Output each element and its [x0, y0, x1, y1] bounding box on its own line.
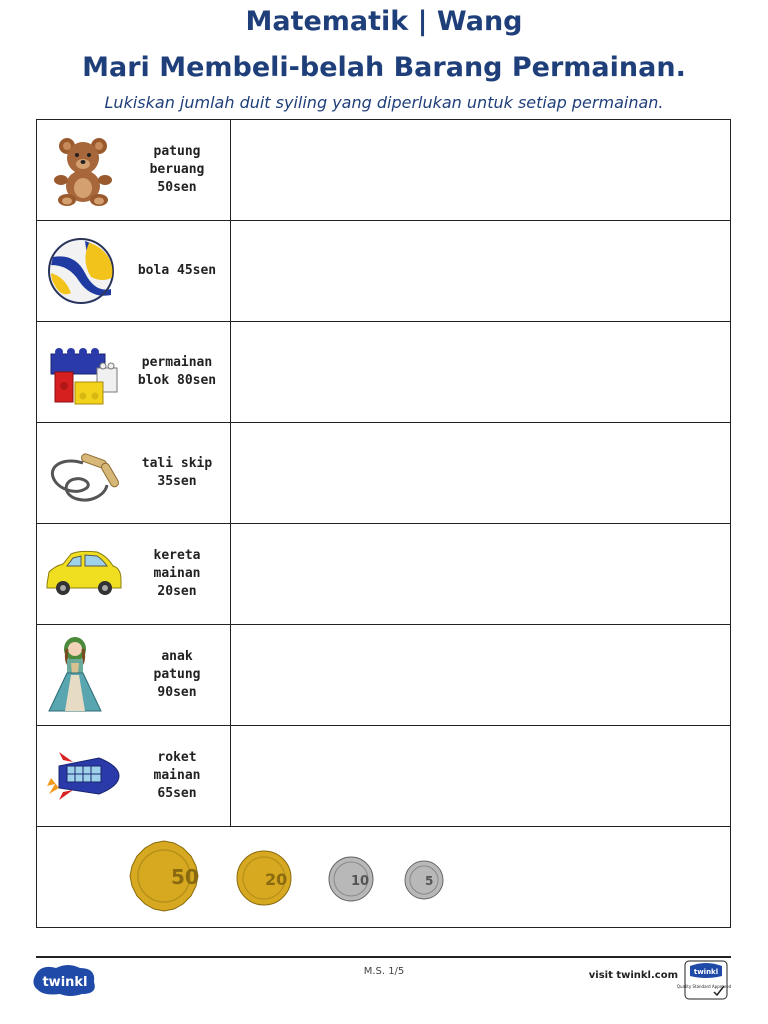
item-label: patung beruang 50sen [149, 144, 205, 195]
coin-value: 5 [425, 874, 434, 888]
item-row [37, 625, 731, 726]
coin-50-icon [127, 839, 201, 913]
item-cell [37, 221, 231, 322]
page-number: M.S. 1/5 [363, 966, 405, 977]
ball-icon [45, 233, 121, 309]
item-cell [37, 524, 231, 625]
skipping-rope-icon [45, 435, 121, 511]
answer-cell[interactable] [231, 625, 731, 726]
doll-icon [45, 637, 121, 713]
item-row [37, 322, 731, 423]
item-label: roket mainan 65sen [153, 750, 201, 801]
building-blocks-icon [45, 334, 121, 410]
item-row [37, 423, 731, 524]
item-row [37, 524, 731, 625]
toy-car-icon [45, 536, 121, 612]
worksheet-table [36, 119, 731, 928]
coin-20-icon [235, 849, 293, 907]
coins-row [37, 827, 731, 928]
logo-text: twinkl [42, 975, 88, 990]
coin-value: 50 [171, 865, 199, 889]
page-subtitle: Mari Membeli-belah Barang Permainan. [82, 52, 686, 83]
item-label: kereta mainan 20sen [153, 548, 201, 599]
item-cell [37, 726, 231, 827]
item-row [37, 726, 731, 827]
item-cell [37, 423, 231, 524]
coins-cell [37, 827, 731, 928]
instruction-text: Lukiskan jumlah duit syiling yang diperlukan untuk setiap permainan. [104, 93, 664, 112]
item-row [37, 221, 731, 322]
badge-text: Quality Standard Approved [676, 984, 732, 989]
answer-cell[interactable] [231, 322, 731, 423]
page-title: Matematik | Wang [245, 6, 523, 37]
answer-cell[interactable] [231, 120, 731, 221]
coin-value: 20 [265, 870, 288, 889]
coin-5-icon [403, 859, 445, 901]
coin-value: 10 [351, 874, 370, 889]
item-cell [37, 322, 231, 423]
item-label: bola 45sen [137, 263, 217, 278]
item-row [37, 120, 731, 221]
item-cell [37, 120, 231, 221]
item-label: anak patung 90sen [153, 649, 201, 700]
visit-link[interactable]: visit twinkl.com [588, 970, 678, 981]
quality-badge-icon [676, 960, 732, 1000]
answer-cell[interactable] [231, 221, 731, 322]
item-cell [37, 625, 231, 726]
toy-rocket-icon [45, 738, 121, 814]
item-label: permainan blok 80sen [137, 355, 217, 388]
badge-brand: twinkl [693, 968, 719, 976]
answer-cell[interactable] [231, 423, 731, 524]
answer-cell[interactable] [231, 524, 731, 625]
teddy-bear-icon [45, 132, 121, 208]
footer-divider [36, 956, 731, 958]
item-label: tali skip 35sen [141, 456, 213, 489]
coin-10-icon [327, 855, 375, 903]
answer-cell[interactable] [231, 726, 731, 827]
